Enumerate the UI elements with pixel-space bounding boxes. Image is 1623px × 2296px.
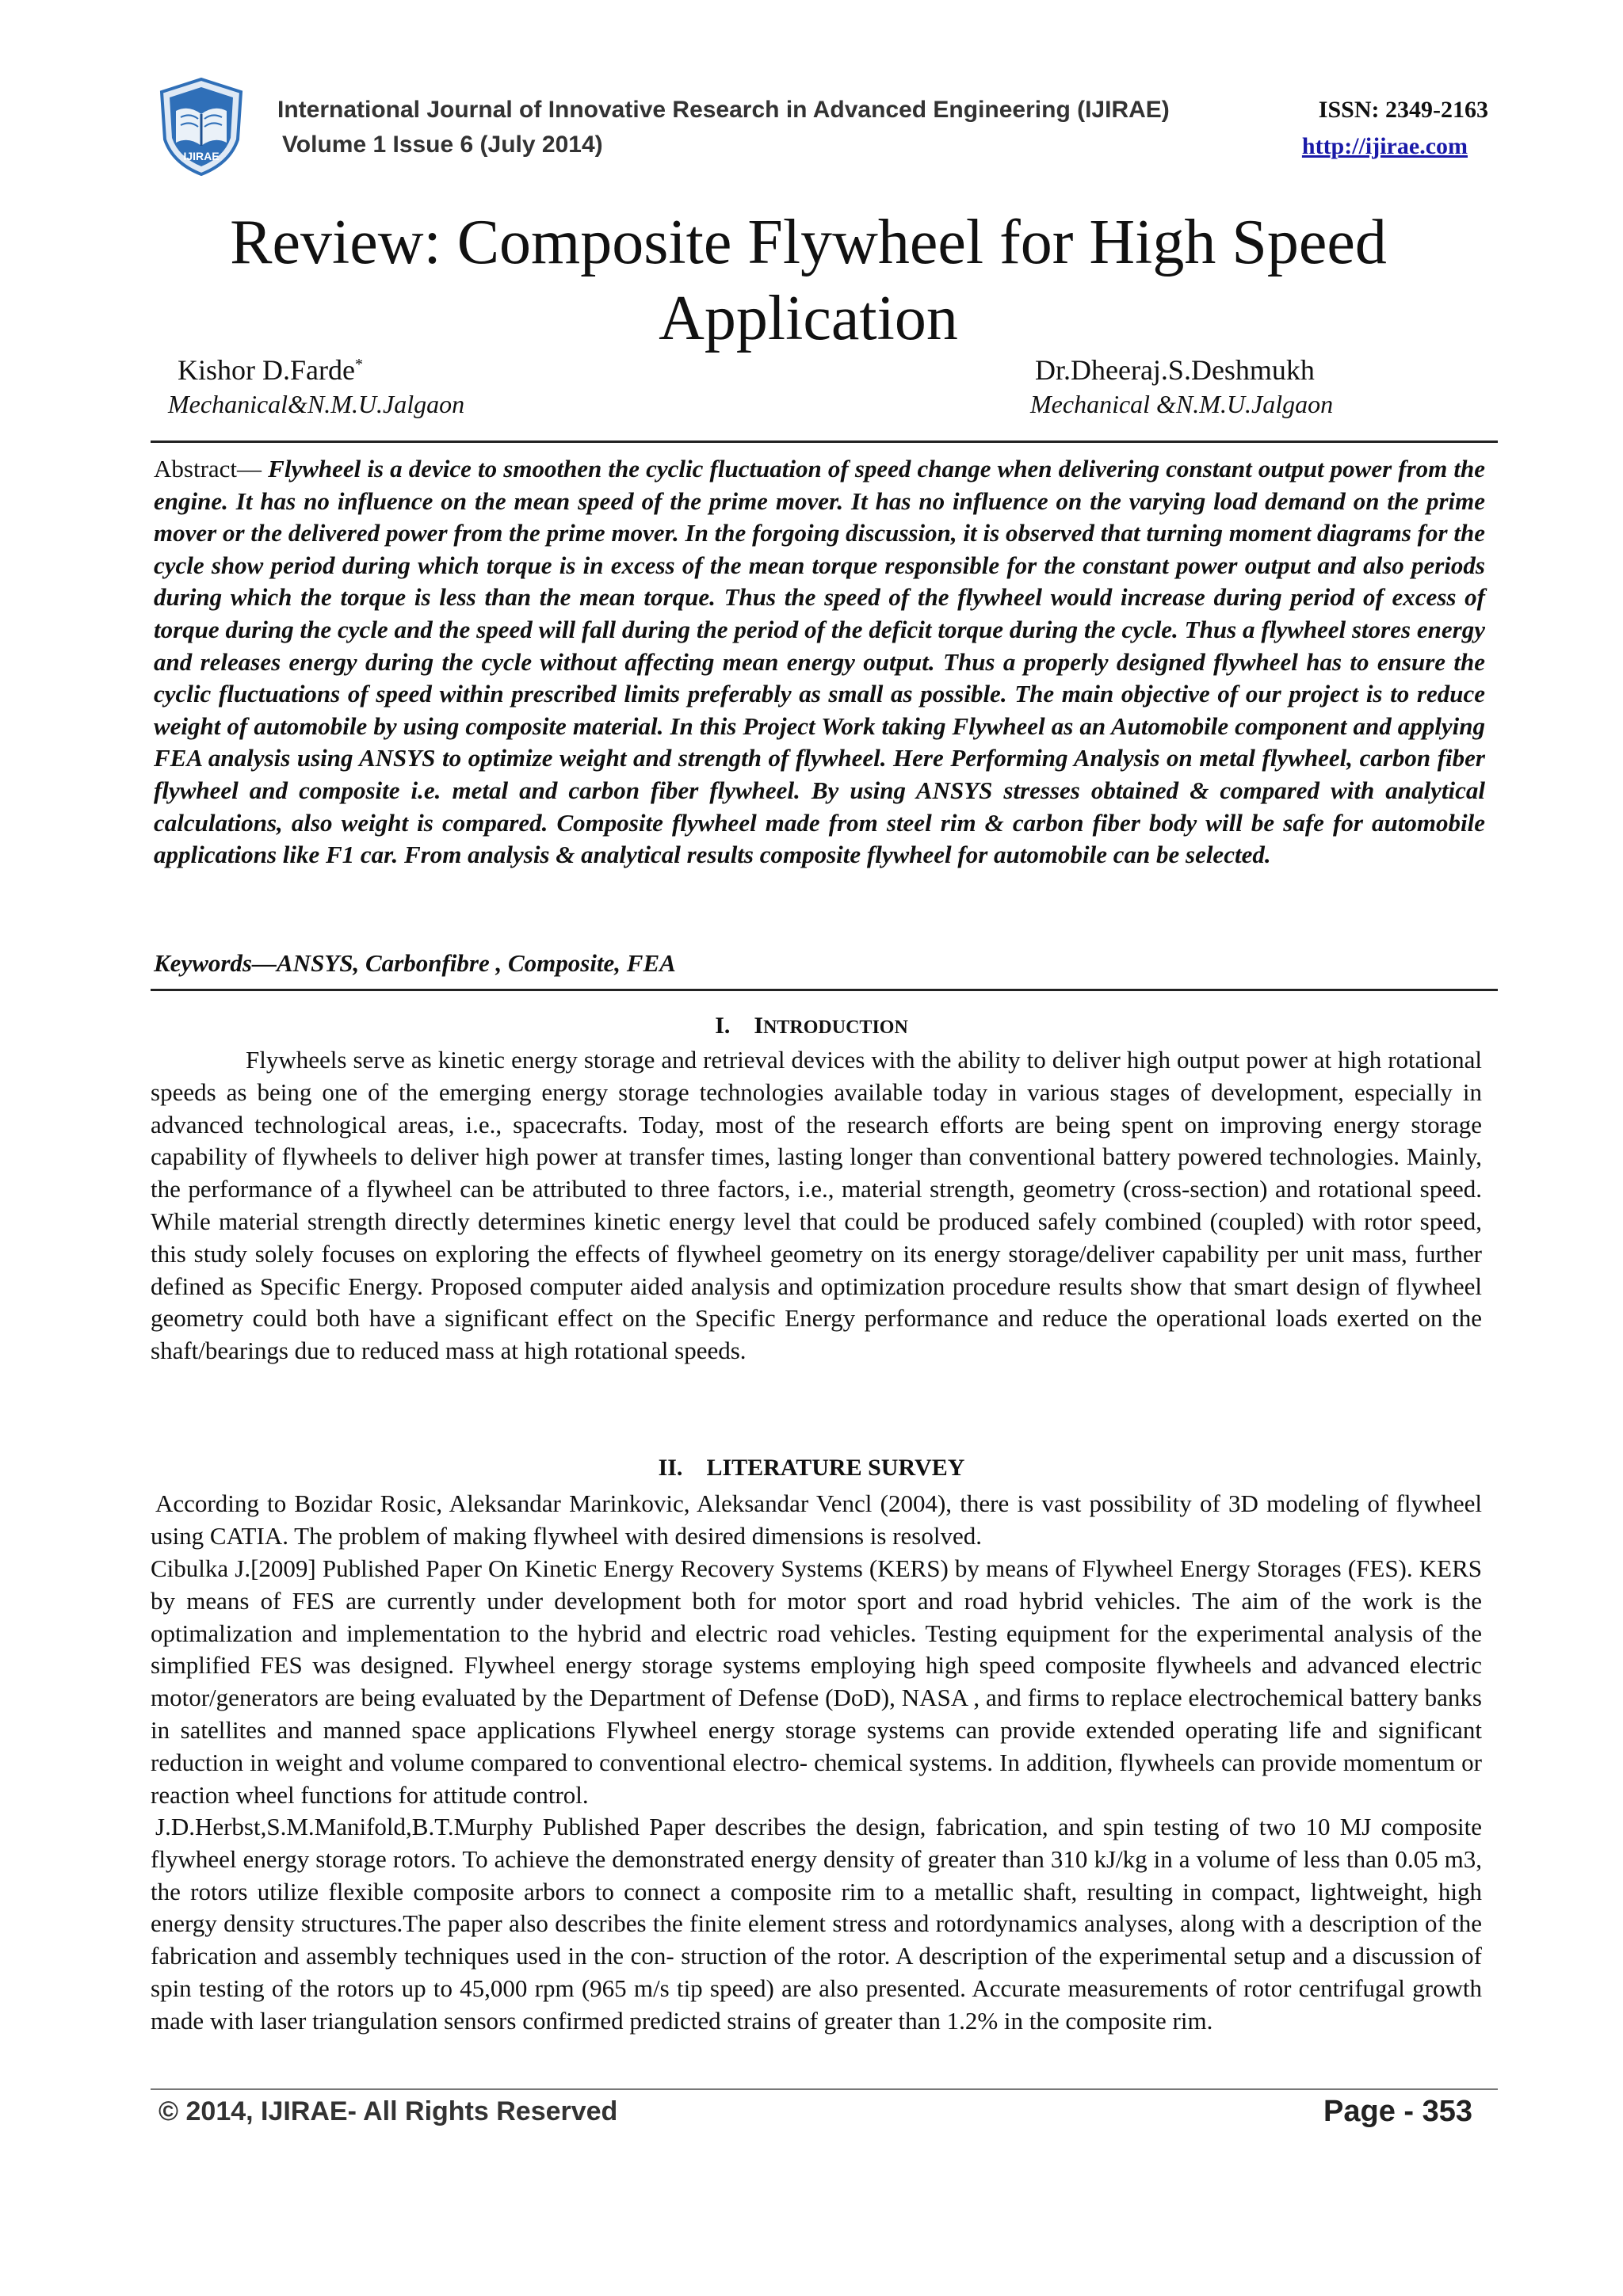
paper-title: Review: Composite Flywheel for High Speed Application	[230, 208, 1387, 353]
literature-paragraph-3: J.D.Herbst,S.M.Manifold,B.T.Murphy Published Paper describes the design, fabrication, and spin testing of two 10 MJ composite flywheel energy storage rotors. To achieve the demonstrated energy density of greater than 310 kJ/kg in a volume of less than 0.05 m3, the rotors utilize flexible composite arbors to connect a composite rim to a metallic shaft, resulting in compact, lightweight, high energy density structures.The paper also describes the finite element stress and rotordynamics analyses, along with a description of the fabrication and assembly techniques used in the con- struction of the rotor. A description of the experimental setup and a discussion of spin testing of the rotors up to 45,000 rpm (965 m/s tip speed) are also presented. Accurate measurements of rotor centrifugal growth made with laser triangulation sensors confirmed predicted strains of greater than 1.2% in the composite rim.	[151, 1813, 1482, 2035]
literature-paragraph-2: Cibulka J.[2009] Published Paper On Kinetic Energy Recovery Systems (KERS) by means of Flywheel Energy Storages (FES). KERS by means of FES are currently under development both for motor sport and road hybrid vehicles. The aim of the work is the optimalization and implementation to the hybrid and electric road vehicles. Testing equipment for the experimental analysis of the simplified FES was designed. Flywheel energy storage systems employing high speed composite flywheels and advanced electric motor/generators are being evaluated by the Department of Defense (DoD), NASA , and firms to replace electrochemical battery banks in satellites and manned space applications Flywheel energy storage systems can provide extended operating life and significant reduction in weight and volume compared to conventional electro- chemical systems. In addition, flywheels can provide momentum or reaction wheel functions for attitude control.	[151, 1554, 1482, 1809]
author-1-affiliation: Mechanical&N.M.U.Jalgaon	[168, 390, 465, 418]
logo-text: IJIRAE	[183, 150, 220, 162]
divider-top	[151, 441, 1498, 443]
section-heading-literature-survey: II. LITERATURE SURVEY	[658, 1455, 965, 1481]
journal-url-link[interactable]: http://ijirae.com	[1301, 133, 1468, 159]
abstract-label: Abstract—	[154, 455, 262, 482]
journal-issn: ISSN: 2349-2163	[1318, 97, 1488, 123]
introduction-paragraph: Flywheels serve as kinetic energy storage and retrieval devices with the ability to deliver high output power at high rotational speeds as being one of the emerging energy storage technologies available today in various stages of development, especially in advanced technological areas, i.e., spacecrafts. Today, most of the research efforts are being spent on improving energy storage capability of flywheels to deliver high power at transfer times, lasting longer than conventional battery powered technologies. Mainly, the performance of a flywheel can be attributed to three factors, i.e., material strength, geometry (cross-section) and rotational speed. While material strength directly determines kinetic energy level that could be produced safely combined (coupled) with rotor speed, this study solely focuses on exploring the effects of flywheel geometry on its energy storage/deliver capability per unit mass, further defined as Specific Energy. Proposed computer aided analysis and optimization procedure results show that smart design of flywheel geometry could both have a significant effect on the Specific Energy performance and reduce the operational loads exerted on the shaft/bearings due to reduced mass at high rotational speeds.	[151, 1046, 1482, 1365]
keywords: Keywords—ANSYS, Carbonfibre , Composite, FEA	[154, 949, 676, 977]
abstract	[154, 453, 1485, 871]
footer-copyright: © 2014, IJIRAE- All Rights Reserved	[158, 2096, 618, 2126]
literature-paragraph-1: According to Bozidar Rosic, Aleksandar Marinkovic, Aleksandar Vencl (2004), there is vast possibility of 3D modeling of flywheel using CATIA. The problem of making flywheel with desired dimensions is resolved.	[151, 1489, 1482, 1550]
section-heading-introduction: I. INTRODUCTION	[715, 1013, 908, 1039]
footer-divider	[151, 2088, 1498, 2090]
divider-abstract	[151, 989, 1498, 991]
corresponding-author-marker: *	[354, 356, 363, 373]
author-2-affiliation: Mechanical &N.M.U.Jalgaon	[1030, 390, 1334, 418]
ijirae-logo	[158, 78, 244, 176]
abstract-text: Flywheel is a device to smoothen the cyclic fluctuation of speed change when delivering constant output power from the engine. It has no influence on the mean speed of the prime mover. It has no influence on the varying load demand on the prime mover or the delivered power from the prime mover. In the forgoing discussion, it is observed that turning moment diagrams for the cycle show period during which torque is in excess of the mean torque responsible for the constant power output and also periods during which the torque is less than the mean torque. Thus the speed of the flywheel would increase during period of excess of torque during the cycle and the speed will fall during the period of the deficit torque during the cycle. Thus a flywheel stores energy and releases energy during the cycle without affecting mean energy output. Thus a properly designed flywheel has to ensure the cyclic fluctuations of speed within prescribed limits preferably as small as possible. The main objective of our project is to reduce weight of automobile by using composite material. In this Project Work taking Flywheel as an Automobile component and applying FEA analysis using ANSYS to optimize weight and strength of flywheel. Here Performing Analysis on metal flywheel, carbon fiber flywheel and composite i.e. metal and carbon fiber flywheel. By using ANSYS stresses obtained & compared with analytical calculations, also weight is compared. Composite flywheel made from steel rim & carbon fiber body will be safe for automobile applications like F1 car. From analysis & analytical results composite flywheel for automobile can be selected.	[154, 455, 1486, 869]
footer-page-number: Page - 353	[1323, 2095, 1472, 2128]
journal-volume: Volume 1 Issue 6 (July 2014)	[282, 132, 603, 158]
author-1-name: Kishor D.Farde*	[178, 354, 363, 386]
author-2-name: Dr.Dheeraj.S.Deshmukh	[1035, 354, 1315, 386]
journal-name: International Journal of Innovative Research in Advanced Engineering (IJIRAE)	[277, 97, 1170, 123]
